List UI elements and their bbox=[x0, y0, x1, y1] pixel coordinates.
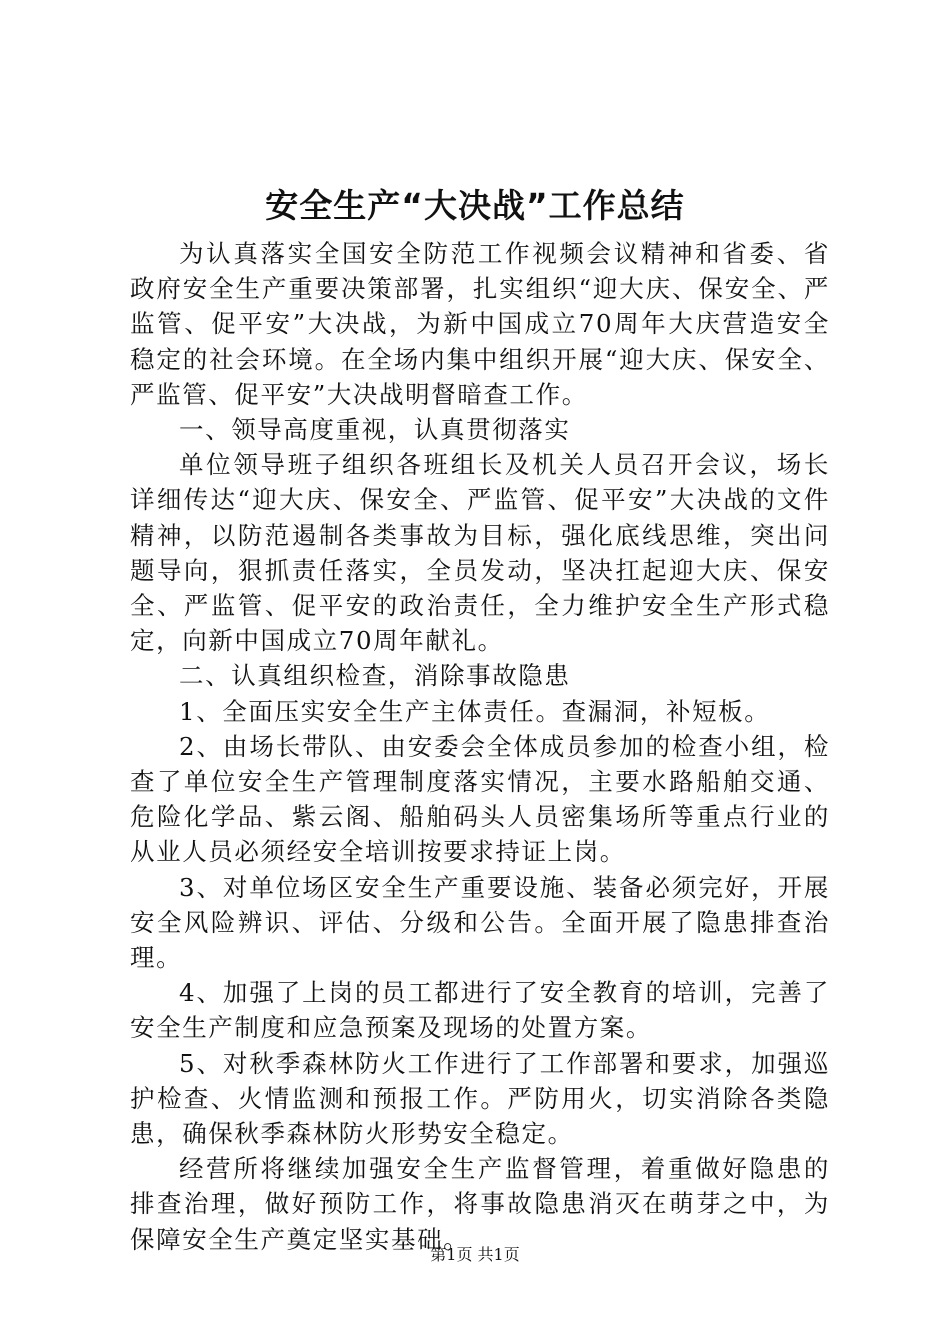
document-title: 安全生产“大决战”工作总结 bbox=[265, 186, 685, 225]
intro-paragraph: 为认真落实全国安全防范工作视频会议精神和省委、省政府安全生产重要决策部署，扎实组织“迎大庆、保安全、严监管、促平安”大决战，为新中国成立70周年大庆营造安全稳定的社会环境。在全场内集中组织开展“迎大庆、保安全、严监管、促平安”大决战明督暗查工作。 bbox=[130, 239, 830, 409]
page-number-footer: 第1页 共1页 bbox=[430, 1245, 520, 1264]
list-item-3: 3、对单位场区安全生产重要设施、装备必须完好，开展安全风险辨识、评估、分级和公告。全面开展了隐患排查治理。 bbox=[130, 872, 830, 973]
closing-paragraph: 经营所将继续加强安全生产监督管理，着重做好隐患的排查治理，做好预防工作，将事故隐患消灭在萌芽之中，为保障安全生产奠定坚实基础。 bbox=[130, 1154, 830, 1254]
list-item-2: 2、由场长带队、由安委会全体成员参加的检查小组，检查了单位安全生产管理制度落实情况，主要水路船舶交通、危险化学品、紫云阁、船舶码头人员密集场所等重点行业的从业人员必须经安全培训按要求持证上岗。 bbox=[130, 731, 830, 867]
list-item-5: 5、对秋季森林防火工作进行了工作部署和要求，加强巡护检查、火情监测和预报工作。严防用火，切实消除各类隐患，确保秋季森林防火形势安全稳定。 bbox=[130, 1048, 830, 1149]
section-1-paragraph: 单位领导班子组织各班组长及机关人员召开会议，场长详细传达“迎大庆、保安全、严监管、促平安”大决战的文件精神，以防范遏制各类事故为目标，强化底线思维，突出问题导向，狠抓责任落实，全员发动，坚决扛起迎大庆、保安全、严监管、促平安的政治责任，全力维护安全生产形式稳定，向新中国成立70周年献礼。 bbox=[130, 450, 830, 656]
list-item-1: 1、全面压实安全生产主体责任。查漏洞，补短板。 bbox=[179, 696, 771, 726]
list-item-4: 4、加强了上岗的员工都进行了安全教育的培训，完善了安全生产制度和应急预案及现场的处置方案。 bbox=[130, 978, 830, 1043]
section-heading-1: 一、领导高度重视，认真贯彻落实 bbox=[179, 415, 571, 445]
document-body bbox=[130, 236, 830, 1257]
section-heading-2: 二、认真组织检查，消除事故隐患 bbox=[179, 661, 571, 691]
